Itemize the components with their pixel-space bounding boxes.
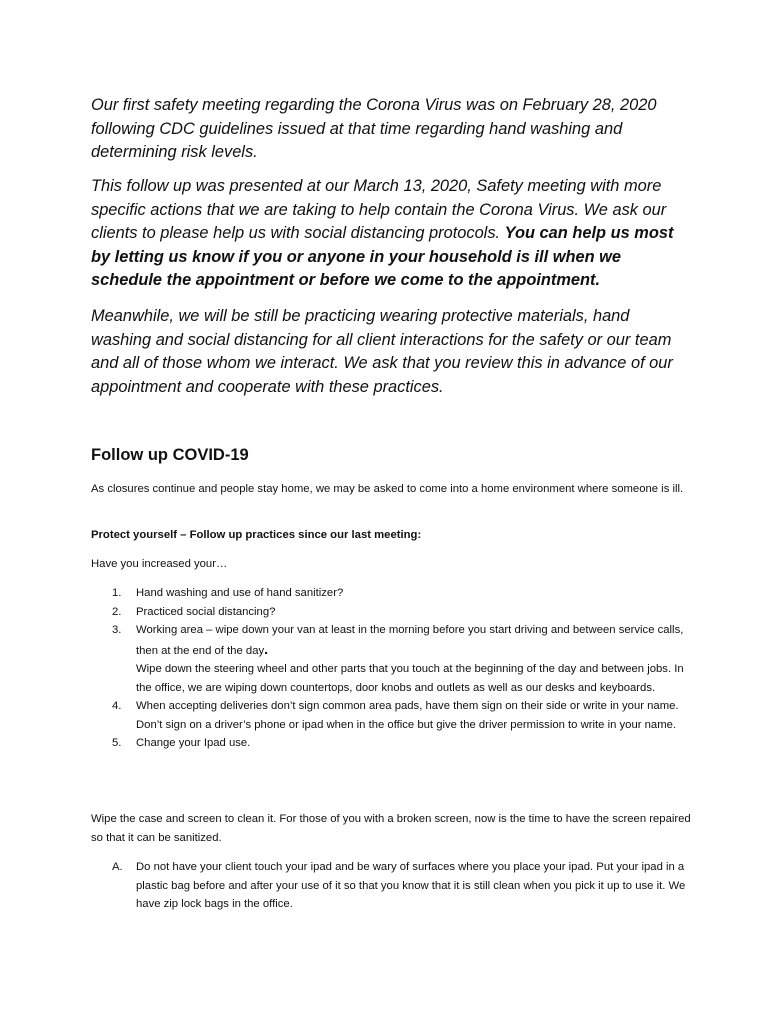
- list-item: [91, 603, 691, 622]
- list-item-text: When accepting deliveries don’t sign common area pads, have them sign on their side or write in your name. Don’t sign on a driver’s phone or ipad when in the office but give the driver permission to write in your name.: [136, 700, 679, 731]
- list-letter: A.: [112, 861, 123, 873]
- section-heading: Follow up COVID-19: [91, 446, 249, 464]
- list-number: 1.: [112, 587, 122, 599]
- list-number: 2.: [112, 605, 122, 618]
- list-item-text: Change your Ipad use.: [136, 737, 251, 749]
- intro-paragraph-2: [91, 175, 691, 293]
- list-number: 5.: [112, 737, 122, 749]
- list-item: [91, 621, 691, 697]
- section-paragraph-wipe: Wipe the case and screen to clean it. For those of you with a broken screen, now is the time to have the screen repaired so that it can be sanitized.: [91, 813, 691, 844]
- list-item: [91, 858, 691, 914]
- list-item-extra-text: Wipe down the steering wheel and other parts that you touch at the beginning of the day and between jobs. In the office, we are wiping down countertops, door knobs and outlets as well as our desks and keyboards.: [136, 663, 684, 694]
- list-number: 3.: [112, 624, 122, 636]
- list-item-text: Do not have your client touch your ipad and be wary of surfaces where you place your ipad. Put your ipad in a plastic bag before and after your use of it so that you know that it is still clean when you pick it up to use it. We have zip lock bags in the office.: [136, 861, 686, 910]
- section-subheading-protect: Protect yourself – Follow up practices since our last meeting:: [91, 529, 422, 541]
- section-paragraph-closures: As closures continue and people stay home, we may be asked to come into a home environment where someone is ill.: [91, 483, 684, 495]
- intro-paragraph-1: Our first safety meeting regarding the Corona Virus was on February 28, 2020 following CDC guidelines issued at that time regarding hand washing and determining risk levels.: [91, 96, 657, 162]
- list-item-text: Working area – wipe down your van at least in the morning before you start driving and between service calls, then at the end of the day: [136, 624, 684, 657]
- section-paragraph-question: Have you increased your…: [91, 558, 228, 570]
- list-item: [91, 734, 691, 753]
- practices-numbered-list: [91, 584, 691, 753]
- ipad-lettered-list: [91, 858, 691, 914]
- list-item-period: .: [264, 640, 269, 657]
- list-item: [91, 697, 691, 734]
- list-number: 4.: [112, 700, 122, 712]
- list-item: [91, 584, 691, 603]
- intro-paragraph-3: Meanwhile, we will be still be practicing wearing protective materials, hand washing and social distancing for all client interactions for the safety or our team and all of those whom we interact. We ask that you review this in advance of our appointment and cooperate with these practices.: [91, 307, 673, 396]
- intro-paragraph-2-text: This follow up was presented at our March 13, 2020, Safety meeting with more specific actions that we are taking to help contain the Corona Virus. We ask our clients to please help us with social distancing protocols.: [91, 177, 667, 243]
- list-item-text: Hand washing and use of hand sanitizer?: [136, 587, 344, 599]
- intro-paragraph-2-emphasis: You can help us most by letting us know if you or anyone in your household is ill when we schedule the appointment or before we come to the appointment.: [91, 224, 674, 290]
- list-item-text: Practiced social distancing?: [136, 605, 276, 618]
